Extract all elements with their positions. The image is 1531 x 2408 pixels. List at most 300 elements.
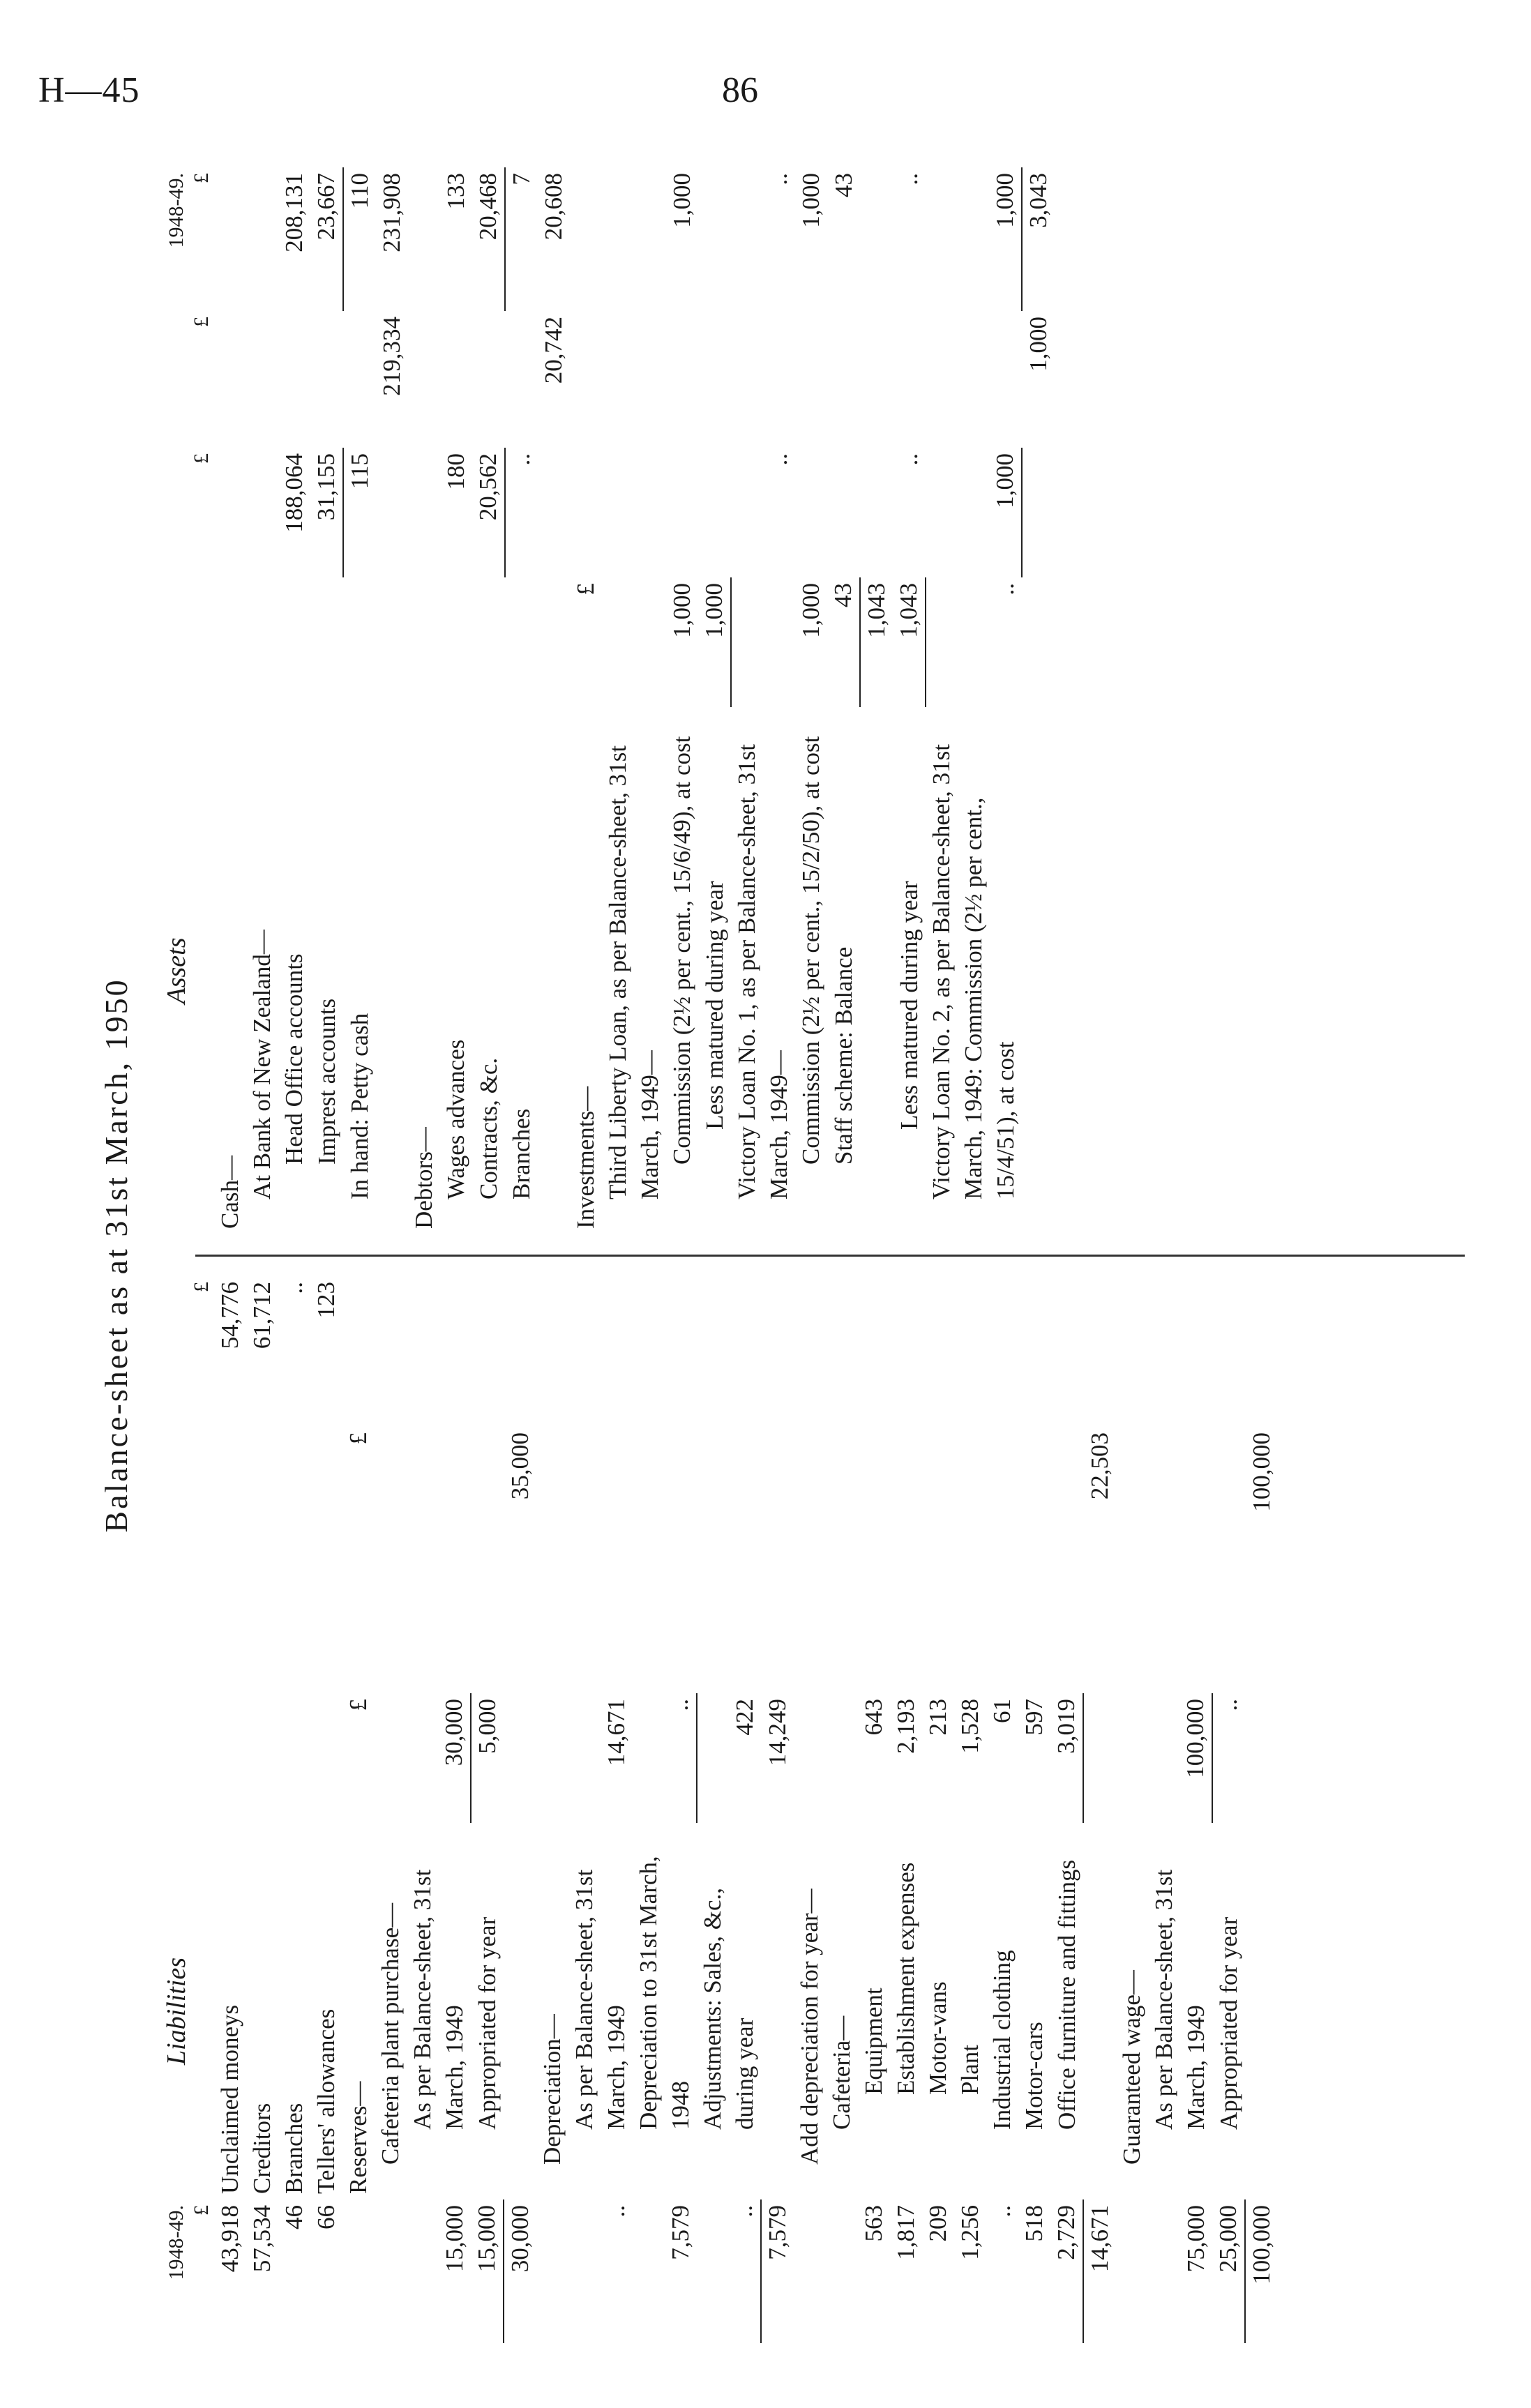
item-description: [860, 707, 893, 1234]
subtotal-amount: [986, 1563, 1018, 1693]
item-description: Equipment: [860, 1987, 887, 2095]
prior-year-amount: 1,256: [956, 2205, 983, 2260]
section-amount: [278, 1427, 310, 1563]
subtotal-amount: 1,000: [991, 453, 1018, 508]
current-total-amount: 20,742: [540, 317, 567, 384]
balance-sheet: [98, 167, 1479, 2343]
liabilities-row: [794, 1276, 826, 2343]
subtotal-amount: [954, 1563, 986, 1693]
section-amount: [986, 1427, 1018, 1563]
section-amount: [214, 1427, 246, 1563]
liabilities-row: [504, 1276, 536, 2343]
prior-year-amount: 43,918: [216, 2205, 243, 2273]
item-description: Cafeteria plant purchase—: [377, 1902, 404, 2165]
detail-amount: [472, 577, 505, 707]
section-amount: [407, 1427, 471, 1563]
item-description: Branches: [508, 1108, 535, 1199]
section-amount: [246, 1427, 278, 1563]
current-total-amount: [954, 1276, 986, 1427]
column-divider: [195, 1255, 1465, 1257]
subtotal-amount: [214, 448, 246, 577]
item-description: Adjustments: Sales, &c., during year: [699, 1887, 758, 2130]
item-description: Third Liberty Loan, as per Balance-sheet, 31st March, 1949—: [604, 745, 663, 1199]
subtotal-amount: [189, 1563, 214, 1693]
detail-amount: [310, 577, 343, 707]
liabilities-row: [858, 1276, 890, 2343]
subtotal-amount: 115: [343, 448, 376, 577]
prior-year-amount: 30,000: [504, 2199, 536, 2343]
liabilities-row: [1212, 1276, 1245, 2343]
liabilities-row: [471, 1276, 504, 2343]
detail-amount: 213: [924, 1699, 951, 1736]
section-amount: [536, 1427, 568, 1563]
assets-heading: Assets: [162, 937, 191, 1004]
prior-year-amount: [342, 2199, 375, 2343]
subtotal-amount: 31,155: [312, 453, 340, 521]
prior-year-amount: 110: [343, 167, 376, 311]
item-description: Appropriated for year: [1215, 1916, 1242, 2130]
prior-year-amount: [214, 167, 246, 311]
detail-amount: [504, 1693, 536, 1823]
section-amount: [1116, 1427, 1148, 1563]
current-total-amount: [278, 311, 310, 448]
current-total-amount: [408, 311, 440, 448]
prior-year-amount: 1,000: [668, 173, 695, 228]
assets-row: [310, 167, 343, 1234]
subtotal-amount: 20,562: [474, 453, 501, 521]
prior-year-amount: 7,579: [667, 2205, 694, 2260]
subtotal-amount: [698, 448, 731, 577]
assets-row: [602, 167, 666, 1234]
item-description: Tellers' allowances: [312, 2008, 340, 2194]
prior-year-amount: £: [190, 2205, 213, 2216]
item-description: Wages advances: [442, 1039, 469, 1199]
liabilities-header-row: [164, 1276, 189, 2343]
subtotal-amount: [826, 1563, 858, 1693]
item-description: [761, 1823, 794, 2199]
assets-row: [666, 167, 698, 1234]
current-total-amount: [761, 1276, 794, 1427]
detail-amount: 100,000: [1182, 1699, 1209, 1778]
item-description: As per Balance-sheet, 31st March, 1949: [571, 1869, 630, 2130]
prior-year-amount: 43: [830, 173, 857, 197]
detail-amount: [246, 1693, 278, 1823]
assets-row: [538, 167, 570, 1234]
subtotal-amount: [536, 1563, 568, 1693]
prior-year-amount: 563: [860, 2205, 887, 2242]
detail-amount: 1,043: [860, 577, 893, 707]
subtotal-amount: [278, 1563, 310, 1693]
current-total-amount: [471, 1276, 504, 1427]
item-description: [538, 707, 570, 1234]
prior-year-amount: ..: [988, 2205, 1016, 2218]
detail-amount: [310, 1693, 342, 1823]
liabilities-row: [633, 1276, 697, 2343]
detail-amount: 1,000: [668, 583, 695, 638]
liabilities-row: [278, 1276, 310, 2343]
section-amount: [697, 1427, 761, 1563]
subtotal-amount: [375, 1563, 407, 1693]
current-total-amount: 1,000: [1025, 317, 1052, 372]
assets-row: [731, 167, 795, 1234]
section-amount: 100,000: [1248, 1432, 1275, 1512]
detail-amount: ..: [666, 1699, 693, 1711]
section-amount: 35,000: [506, 1432, 534, 1500]
section-amount: [310, 1427, 342, 1563]
subtotal-amount: [1022, 448, 1055, 577]
detail-amount: [408, 577, 440, 707]
section-amount: [1050, 1427, 1083, 1563]
liabilities-table: [164, 1276, 1278, 2343]
subtotal-amount: [633, 1563, 697, 1693]
liabilities-row: [246, 1276, 278, 2343]
liabilities-row: [214, 1276, 246, 2343]
assets-row: [893, 167, 926, 1234]
detail-amount: 1,000: [797, 583, 824, 638]
assets-row: [698, 167, 731, 1234]
subtotal-amount: [858, 1563, 890, 1693]
detail-amount: 30,000: [440, 1699, 467, 1766]
subtotal-amount: £: [190, 453, 213, 464]
detail-amount: [189, 577, 214, 707]
prior-year-amount: ..: [896, 173, 923, 185]
liabilities-row: [890, 1276, 922, 2343]
current-total-amount: [666, 311, 698, 448]
prior-year-amount: 25,000: [1214, 2205, 1242, 2273]
current-total-amount: [922, 1276, 954, 1427]
current-total-amount: [890, 1276, 922, 1427]
current-total-amount: [794, 1276, 826, 1427]
item-description: Motor-vans: [924, 1981, 951, 2095]
liabilities-unit-row: [189, 1276, 214, 2343]
detail-amount: [538, 577, 570, 707]
prior-year-amount: [602, 167, 666, 311]
subtotal-amount: [246, 448, 278, 577]
current-total-amount: [310, 311, 343, 448]
detail-amount: 61: [988, 1699, 1016, 1723]
detail-amount: 14,249: [764, 1699, 791, 1766]
current-total-amount: [536, 1276, 568, 1427]
item-description: Less matured during year: [896, 881, 923, 1130]
item-description: Imprest accounts: [313, 998, 340, 1165]
current-total-amount: [505, 311, 538, 448]
assets-row: [1022, 167, 1055, 1234]
section-amount: [954, 1427, 986, 1563]
assets-table: [164, 167, 1055, 1234]
subtotal-amount: [342, 1563, 375, 1693]
item-description: Unclaimed moneys: [216, 2004, 243, 2194]
section-amount: [1212, 1427, 1245, 1563]
detail-amount: [1083, 1693, 1116, 1823]
detail-amount: [1022, 577, 1055, 707]
detail-amount: [376, 577, 408, 707]
subtotal-amount: [602, 448, 666, 577]
current-total-amount: [893, 311, 926, 448]
current-total-amount: [472, 311, 505, 448]
detail-amount: 1,528: [956, 1699, 983, 1754]
item-description: Motor-cars: [1020, 2022, 1048, 2130]
item-description: Less matured during year: [701, 881, 728, 1130]
prior-year-amount: 3,043: [1022, 167, 1055, 311]
current-total-amount: [986, 1276, 1018, 1427]
prior-year-amount: 66: [312, 2205, 340, 2229]
assets-prior-col-label: 1948-49.: [165, 173, 188, 248]
subtotal-amount: 180: [442, 453, 469, 490]
subtotal-amount: ..: [896, 453, 923, 466]
current-total-amount: 54,776: [216, 1282, 243, 1349]
item-description: As per Balance-sheet, 31st March, 1949: [409, 1869, 468, 2130]
prior-year-amount: £: [190, 173, 213, 183]
assets-row: [343, 167, 376, 1234]
subtotal-amount: 188,064: [280, 453, 308, 533]
prior-year-amount: [1116, 2199, 1148, 2343]
subtotal-amount: [860, 448, 893, 577]
liabilities-row: [310, 1276, 342, 2343]
prior-year-amount: [246, 167, 278, 311]
current-total-amount: [504, 1276, 536, 1427]
item-description: Victory Loan No. 1, as per Balance-sheet, 31st March, 1949—: [733, 744, 792, 1199]
prior-year-amount: 57,534: [248, 2205, 276, 2273]
subtotal-amount: [794, 1563, 826, 1693]
detail-amount: [826, 1693, 858, 1823]
prior-year-amount: 231,908: [378, 173, 405, 252]
prior-year-amount: 209: [924, 2205, 951, 2242]
current-total-amount: [698, 311, 731, 448]
detail-amount: [278, 1693, 310, 1823]
liabilities-row: [1050, 1276, 1083, 2343]
liabilities-row: [536, 1276, 568, 2343]
item-description: Depreciation to 31st March, 1948: [635, 1856, 694, 2130]
current-total-amount: £: [190, 317, 213, 327]
item-description: As per Balance-sheet, 31st March, 1949: [1150, 1869, 1209, 2130]
item-description: [189, 707, 214, 1234]
liabilities-row: [1116, 1276, 1148, 2343]
item-description: In hand: Petty cash: [346, 1013, 373, 1199]
prior-year-amount: 46: [280, 2205, 308, 2229]
item-description: Establishment expenses: [892, 1862, 919, 2095]
item-description: Victory Loan No. 2, as per Balance-sheet, 31st March, 1949: Commission (2½ per cent., 15/4/51), at cost: [928, 744, 1019, 1199]
prior-year-amount: 20,468: [474, 173, 501, 241]
current-total-amount: [1018, 1276, 1050, 1427]
current-total-amount: £: [190, 1282, 213, 1292]
detail-amount: £: [572, 583, 599, 596]
section-amount: £: [345, 1432, 372, 1445]
current-total-amount: 219,334: [378, 317, 405, 396]
item-description: Industrial clothing: [988, 1950, 1016, 2130]
prior-year-amount: 15,000: [473, 2205, 500, 2273]
section-amount: [1148, 1427, 1212, 1563]
assets-row: [214, 167, 246, 1234]
prior-year-amount: [375, 2199, 407, 2343]
detail-amount: 1,000: [700, 583, 727, 638]
subtotal-amount: [1245, 1563, 1278, 1693]
item-description: Office furniture and fittings: [1053, 1859, 1080, 2130]
item-description: Head Office accounts: [280, 953, 308, 1165]
subtotal-amount: [827, 448, 860, 577]
sheet-title: Balance-sheet as at 31st March, 1950: [98, 978, 134, 1533]
detail-amount: [343, 577, 376, 707]
prior-year-amount: 133: [442, 173, 469, 210]
current-total-amount: [570, 311, 602, 448]
detail-amount: ..: [1212, 1693, 1245, 1823]
subtotal-amount: ..: [505, 448, 538, 577]
section-amount: [375, 1427, 407, 1563]
prior-year-amount: 14,671: [1083, 2199, 1116, 2343]
item-description: [376, 707, 408, 1234]
assets-row: [926, 167, 1022, 1234]
page-number: 86: [722, 70, 758, 110]
subtotal-amount: [1212, 1563, 1245, 1693]
item-description: [504, 1823, 536, 2199]
liabilities-row: [568, 1276, 633, 2343]
detail-amount: [278, 577, 310, 707]
detail-amount: [189, 1693, 214, 1823]
prior-year-amount: [698, 167, 731, 311]
current-total-amount: [826, 1276, 858, 1427]
detail-amount: [602, 577, 666, 707]
detail-amount: [214, 577, 246, 707]
page-header: [0, 70, 1531, 126]
prior-year-amount: 7: [505, 167, 538, 311]
assets-row: [795, 167, 827, 1234]
subtotal-amount: [922, 1563, 954, 1693]
item-description: At Bank of New Zealand—: [248, 930, 276, 1199]
current-total-amount: [926, 311, 1022, 448]
item-description: Investments—: [572, 1086, 599, 1229]
prior-year-amount: 1,817: [892, 2205, 919, 2260]
detail-amount: 643: [860, 1699, 887, 1736]
section-amount: [633, 1427, 697, 1563]
current-total-amount: 61,712: [248, 1282, 276, 1349]
liabilities-row: [342, 1276, 375, 2343]
subtotal-amount: [1018, 1563, 1050, 1693]
item-description: Add depreciation for year—: [796, 1888, 823, 2165]
prior-year-amount: 1,000: [991, 173, 1018, 228]
subtotal-amount: [1083, 1563, 1116, 1693]
assets-row: [376, 167, 408, 1234]
item-description: Reserves—: [345, 2081, 372, 2194]
current-total-amount: [827, 311, 860, 448]
current-total-amount: [342, 1276, 375, 1427]
prior-year-amount: 20,608: [540, 173, 567, 241]
assets-row: [246, 167, 278, 1234]
item-description: Commission (2½ per cent., 15/2/50), at cost: [797, 736, 824, 1165]
subtotal-amount: [1148, 1563, 1212, 1693]
item-description: [1245, 1823, 1278, 2199]
subtotal-amount: [471, 1563, 504, 1693]
item-description: Commission (2½ per cent., 15/6/49), at cost: [668, 736, 695, 1165]
assets-unit-row: [189, 167, 214, 1234]
section-amount: [794, 1427, 826, 1563]
subtotal-amount: [408, 448, 440, 577]
current-total-amount: [795, 311, 827, 448]
item-description: Staff scheme: Balance: [830, 946, 857, 1165]
prior-year-amount: 75,000: [1182, 2205, 1209, 2273]
section-amount: [922, 1427, 954, 1563]
assets-section: [164, 167, 1475, 1234]
liabilities-row: [826, 1276, 858, 2343]
current-total-amount: [440, 311, 472, 448]
assets-row: [505, 167, 538, 1234]
liabilities-row: [922, 1276, 954, 2343]
prior-year-amount: ..: [730, 2205, 757, 2218]
section-amount: [890, 1427, 922, 1563]
section-amount: [761, 1427, 794, 1563]
detail-amount: 5,000: [471, 1693, 504, 1823]
assets-row: [570, 167, 602, 1234]
detail-amount: [214, 1693, 246, 1823]
item-description: Plant: [956, 2045, 983, 2095]
assets-row: [860, 167, 893, 1234]
subtotal-amount: [538, 448, 570, 577]
current-total-amount: [343, 311, 376, 448]
liabilities-row: [1018, 1276, 1050, 2343]
item-description: Appropriated for year: [474, 1916, 501, 2130]
liabilities-row: [954, 1276, 986, 2343]
current-total-amount: [1245, 1276, 1278, 1427]
subtotal-amount: [697, 1563, 761, 1693]
page-reference: H—45: [38, 70, 140, 110]
section-amount: 22,503: [1086, 1432, 1113, 1500]
current-total-amount: [375, 1276, 407, 1427]
current-total-amount: [633, 1276, 697, 1427]
assets-row: [472, 167, 505, 1234]
assets-row: [408, 167, 440, 1234]
assets-row: [278, 167, 310, 1234]
subtotal-amount: [504, 1563, 536, 1693]
detail-amount: [536, 1693, 568, 1823]
section-amount: [189, 1427, 214, 1563]
item-description: Contracts, &c.: [475, 1057, 502, 1199]
current-total-amount: [1148, 1276, 1212, 1427]
current-total-amount: [602, 311, 666, 448]
detail-amount: [731, 577, 795, 707]
current-total-amount: [1116, 1276, 1148, 1427]
section-amount: [858, 1427, 890, 1563]
prior-year-amount: [794, 2199, 826, 2343]
prior-year-amount: 23,667: [312, 173, 340, 241]
current-total-amount: [1212, 1276, 1245, 1427]
liabilities-section: [164, 1276, 1475, 2343]
subtotal-amount: ..: [765, 453, 792, 466]
current-total-amount: [568, 1276, 633, 1427]
assets-header-row: [164, 167, 189, 1234]
detail-amount: 1,043: [895, 583, 922, 638]
prior-year-amount: 15,000: [441, 2205, 468, 2273]
detail-amount: 597: [1020, 1699, 1048, 1736]
prior-year-amount: [826, 2199, 858, 2343]
subtotal-amount: [310, 1563, 342, 1693]
item-description: Debtors—: [410, 1127, 437, 1229]
current-total-amount: [860, 311, 893, 448]
detail-amount: [1116, 1693, 1148, 1823]
item-description: Branches: [280, 2103, 308, 2194]
prior-year-amount: 2,729: [1053, 2205, 1080, 2260]
current-total-amount: [697, 1276, 761, 1427]
prior-year-amount: [408, 167, 440, 311]
liabilities-row: [1148, 1276, 1212, 2343]
prior-year-amount: [860, 167, 893, 311]
detail-amount: 3,019: [1053, 1699, 1080, 1754]
subtotal-amount: [570, 448, 602, 577]
liabilities-row: [375, 1276, 407, 2343]
prior-year-amount: ..: [603, 2205, 630, 2218]
section-amount: [568, 1427, 633, 1563]
subtotal-amount: [407, 1563, 471, 1693]
detail-amount: [794, 1693, 826, 1823]
prior-year-amount: ..: [765, 173, 792, 185]
section-amount: [471, 1427, 504, 1563]
